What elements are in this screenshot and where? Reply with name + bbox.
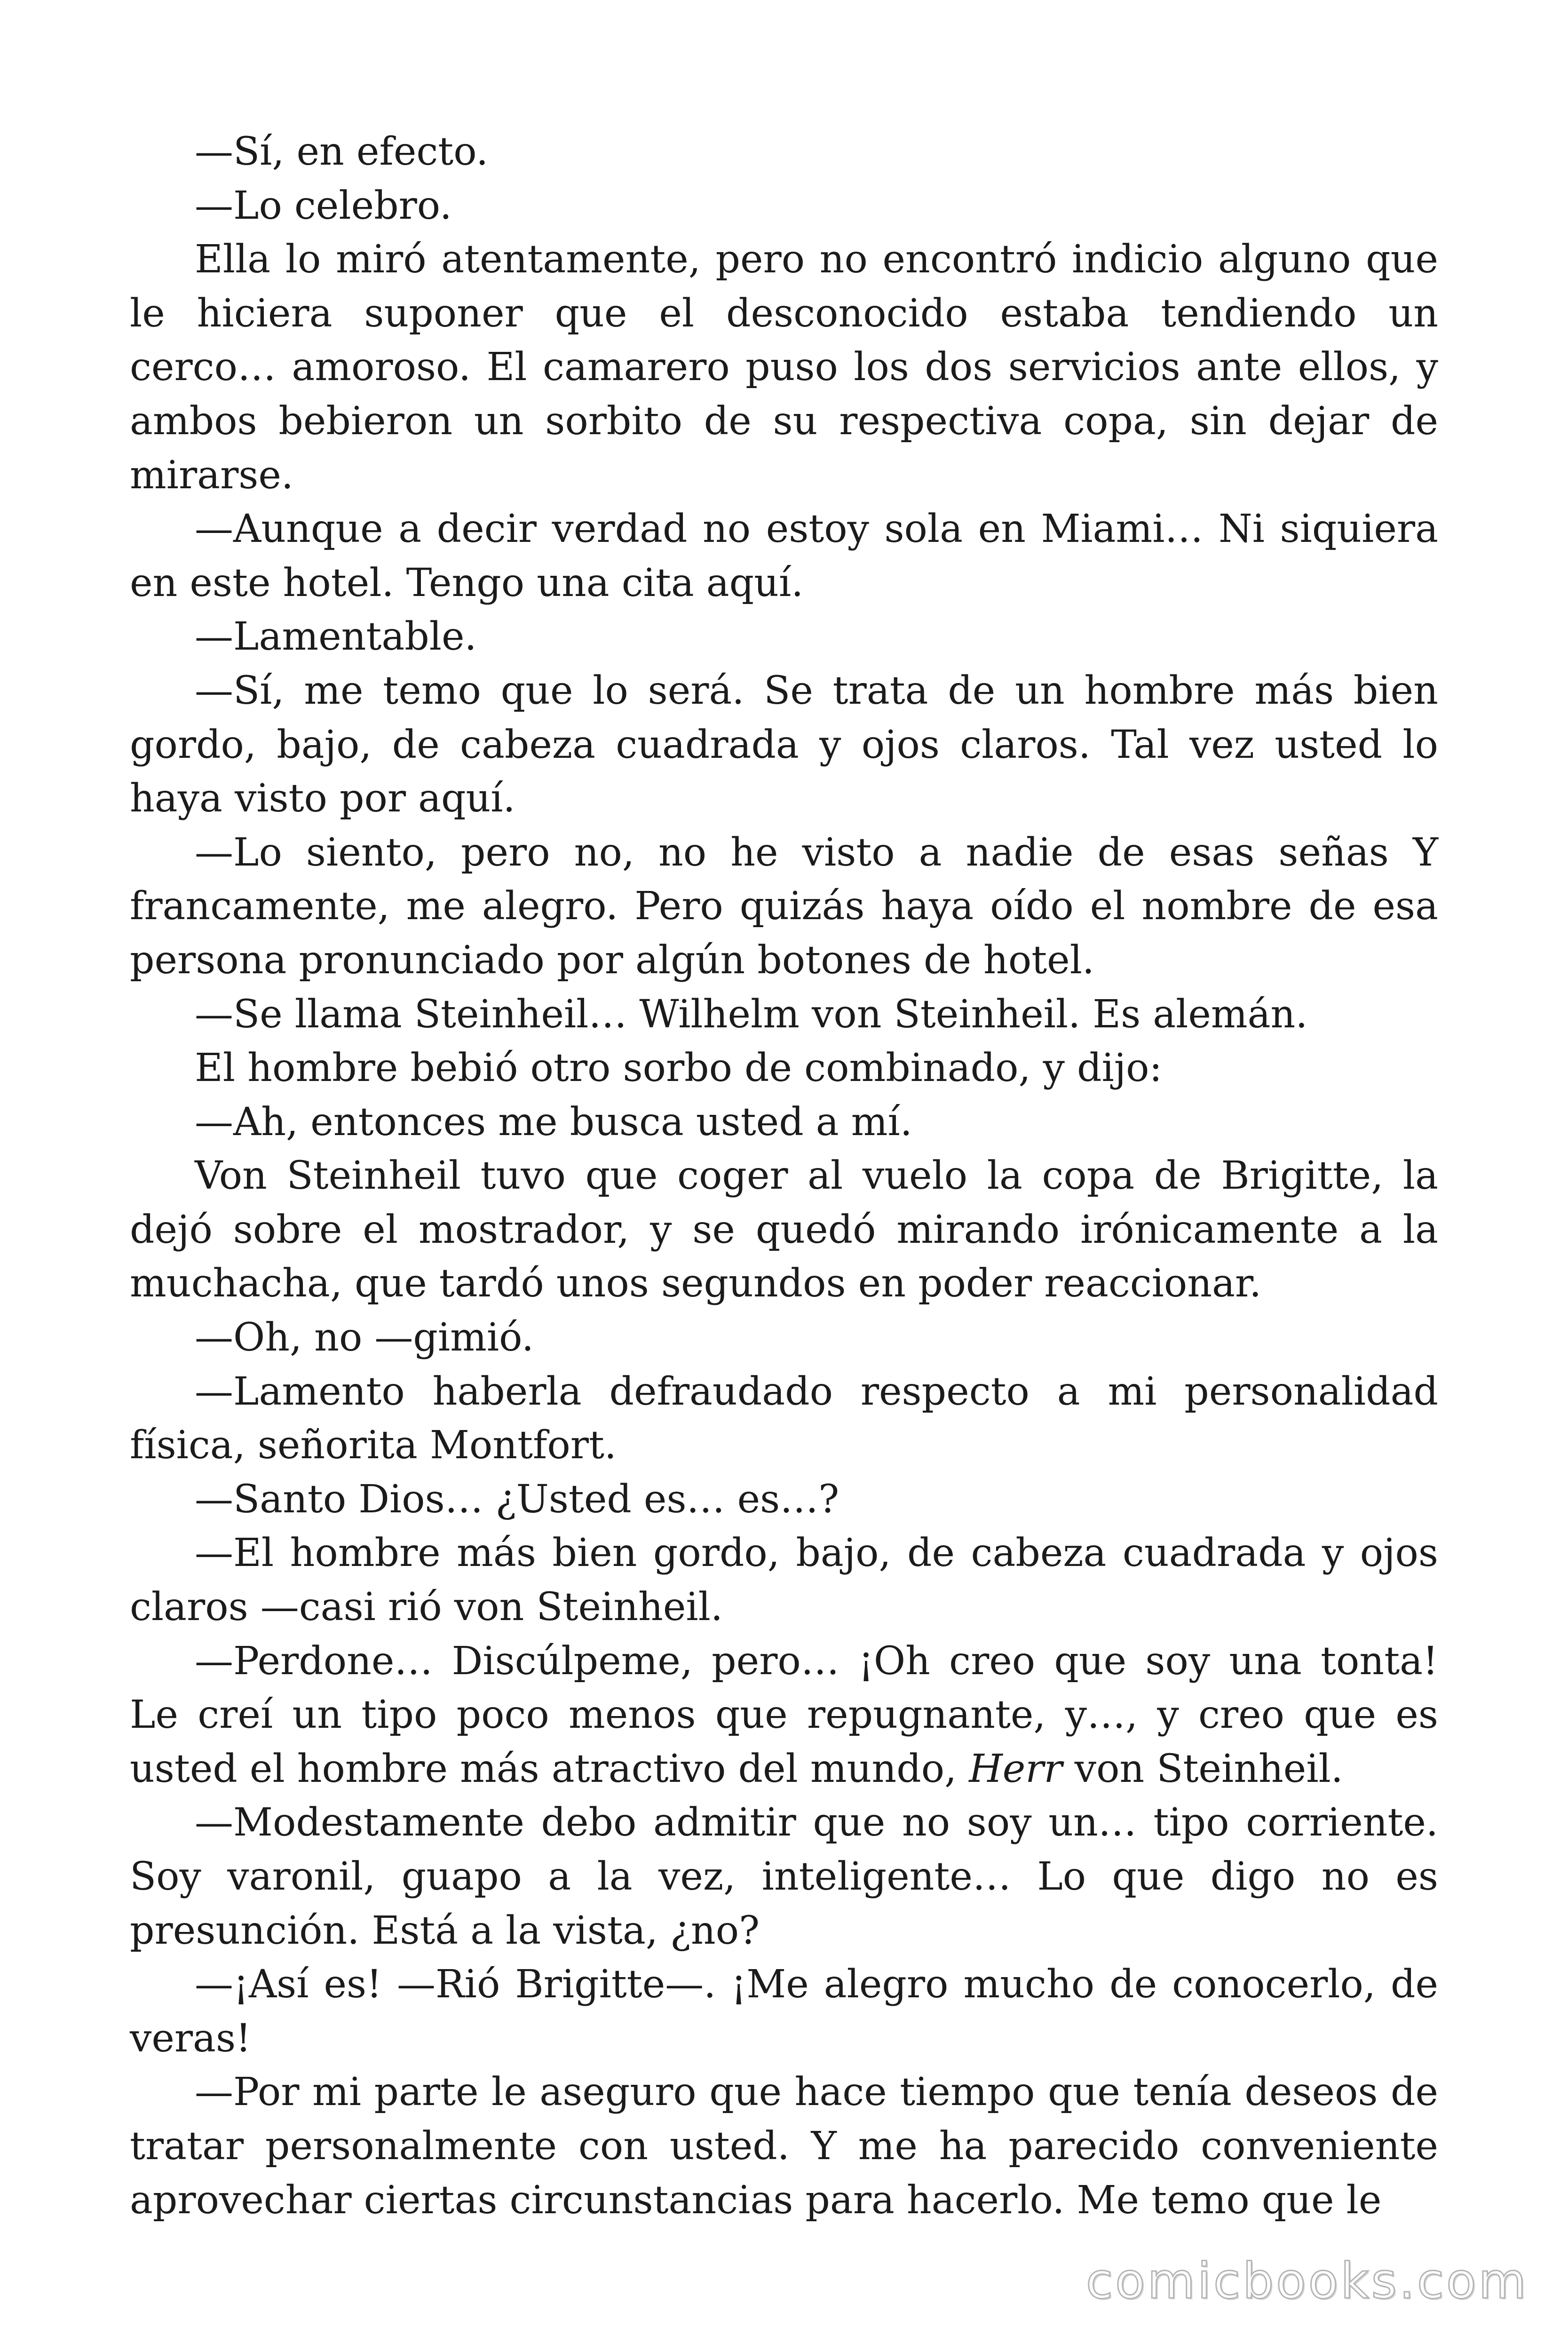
paragraph: —Aunque a decir verdad no estoy sola en Miami… Ni siquiera en este hotel. Tengo una cita aquí.: [130, 507, 1438, 605]
paragraph: —Santo Dios… ¿Usted es… es…?: [195, 1477, 839, 1522]
paragraph: —Lamentable.: [195, 614, 477, 660]
paragraph: —El hombre más bien gordo, bajo, de cabeza cuadrada y ojos claros —casi rió von Steinheil.: [130, 1531, 1438, 1630]
paragraph: —¡Así es! —Rió Brigitte—. ¡Me alegro mucho de conocerlo, de veras!: [130, 1962, 1438, 2061]
paragraph: Ella lo miró atentamente, pero no encontró indicio alguno que le hiciera suponer que el desconocido estaba tendiendo un cerco… amoroso. El camarero puso los dos servicios ante ellos, y ambos bebieron un sorbito de su respectiva copa, sin dejar de mirarse.: [130, 237, 1438, 498]
paragraph: Von Steinheil tuvo que coger al vuelo la copa de Brigitte, la dejó sobre el mostrador, y se quedó mirando irónicamente a la muchacha, que tardó unos segundos en poder reaccionar.: [130, 1153, 1438, 1306]
paragraph: —Sí, en efecto.: [195, 129, 489, 174]
paragraph-with-emphasis: [130, 1635, 1438, 1796]
paragraph: —Por mi parte le aseguro que hace tiempo que tenía deseos de tratar personalmente con usted. Y me ha parecido conveniente aprovechar ciertas circunstancias para hacerlo. Me temo que le: [130, 2070, 1438, 2223]
paragraph: —Se llama Steinheil… Wilhelm von Steinheil. Es alemán.: [195, 992, 1308, 1037]
emphasis-herr: Herr: [969, 1746, 1062, 1791]
paragraph: —Lo celebro.: [195, 183, 452, 228]
paragraph: —Lamento haberla defraudado respecto a mi personalidad física, señorita Montfort.: [130, 1369, 1438, 1468]
paragraph: —Ah, entonces me busca usted a mí.: [195, 1099, 912, 1144]
paragraph: El hombre bebió otro sorbo de combinado, y dijo:: [195, 1046, 1163, 1091]
paragraph: —Lo siento, pero no, no he visto a nadie de esas señas Y francamente, me alegro. Pero quizás haya oído el nombre de esa persona pronunciado por algún botones de hotel.: [130, 830, 1438, 983]
paragraph: —Oh, no —gimió.: [195, 1315, 534, 1360]
paragraph: —Sí, me temo que lo será. Se trata de un hombre más bien gordo, bajo, de cabeza cuadrada y ojos claros. Tal vez usted lo haya visto por aquí.: [130, 668, 1438, 821]
paragraph-text-after: von Steinheil.: [1062, 1746, 1343, 1791]
page-body-text: [130, 125, 1438, 2227]
paragraph: —Modestamente debo admitir que no soy un… tipo corriente. Soy varonil, guapo a la vez, inteligente… Lo que digo no es presunción. Está a la vista, ¿no?: [130, 1800, 1438, 1953]
watermark-logo: comicbooks.com: [1085, 2252, 1528, 2310]
paragraph-text-before: —Perdone… Discúlpeme, pero… ¡Oh creo que soy una tonta! Le creí un tipo poco menos que repugnante, y…, y creo que es usted el hombre más atractivo del mundo,: [130, 1638, 1438, 1791]
